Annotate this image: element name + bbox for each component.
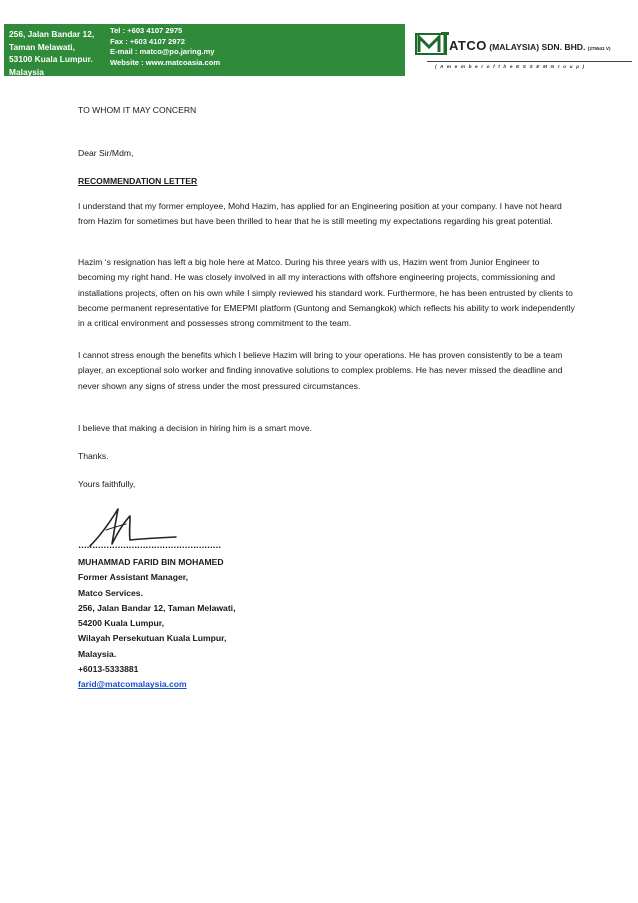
signature-dotted-line: …………………………………………… [78, 540, 221, 550]
address-line: 53100 Kuala Lumpur. [9, 54, 93, 64]
company-contact [110, 26, 220, 68]
signatory-phone: +6013-5333881 [78, 664, 139, 675]
recipient-line: TO WHOM IT MAY CONCERN [78, 105, 197, 115]
address-line: Malaysia [9, 66, 44, 77]
signatory-title: Former Assistant Manager, [78, 572, 189, 583]
company-registration-number: (275541 V) [587, 46, 611, 51]
signatory-name: MUHAMMAD FARID BIN MOHAMED [78, 557, 224, 567]
letterhead-banner [4, 24, 405, 76]
matco-logo-icon [415, 31, 451, 57]
paragraph-benefits: I cannot stress enough the benefits which I believe Hazim will bring to your operations. He has proven consistently to be a team player, an exceptional solo worker and finding innovative solutions to complex problems. He has never missed the deadline and never shown any signs of stress under the most pressured circumstances. [78, 350, 563, 391]
signatory-country: Malaysia. [78, 648, 117, 659]
signatory-company: Matco Services. [78, 587, 143, 598]
website-line: Website : www.matcoasia.com [110, 57, 221, 67]
address-line: 256, Jalan Bandar 12, [9, 29, 95, 39]
company-name-main: ATCO [449, 38, 487, 53]
letter-subject: RECOMMENDATION LETTER [78, 176, 198, 186]
salutation: Dear Sir/Mdm, [78, 148, 134, 158]
signatory-email-link[interactable]: farid@matcomalaysia.com [78, 679, 187, 690]
divider [427, 61, 632, 62]
paragraph-conclusion: I believe that making a decision in hiring him is a smart move. [78, 423, 313, 433]
company-name-suffix: (MALAYSIA) SDN. BHD. [489, 42, 586, 52]
company-logo-block [405, 24, 637, 76]
signatory-details [78, 555, 235, 693]
paragraph-intro: I understand that my former employee, Mohd Hazim, has applied for an Engineering position at your company. I have not heard from Hazim for sometimes but have been thrilled to hear that he is still meeting my expectations regarding his great potential. [78, 201, 562, 227]
paragraph-experience: Hazim ‘s resignation has left a big hole here at Matco. During his three years with us, Hazim went from Junior Engineer to becoming my right hand. He was closely involved in all my interactions with offshore engineering projects, commissioning and installations projects, often on his own while I simply reviewed his standard work. Furthermore, he has been entrusted by clients to become permanent representative for EMEPMI platform (Guntong and Semangkok) which reflects his ability to work independently in a critical environment and possesses strong commitment to the team. [78, 257, 575, 329]
fax-line: Fax : +603 4107 2972 [110, 36, 185, 46]
group-membership-line: ( A m e m b e r o f t h e E S S E M G r o u p ) [435, 65, 586, 70]
closing-line: Yours faithfully, [78, 479, 136, 489]
signatory-address-line: 54200 Kuala Lumpur, [78, 618, 164, 629]
company-name [449, 38, 611, 53]
address-line: Taman Melawati, [9, 41, 75, 52]
email-line: E-mail : matco@po.jaring.my [110, 47, 215, 57]
telephone-line: Tel : +603 4107 2975 [110, 26, 183, 35]
signatory-address-line: 256, Jalan Bandar 12, Taman Melawati, [78, 602, 236, 613]
thanks-line: Thanks. [78, 451, 109, 461]
company-address [9, 28, 94, 78]
signatory-address-line: Wilayah Persekutuan Kuala Lumpur, [78, 633, 227, 644]
